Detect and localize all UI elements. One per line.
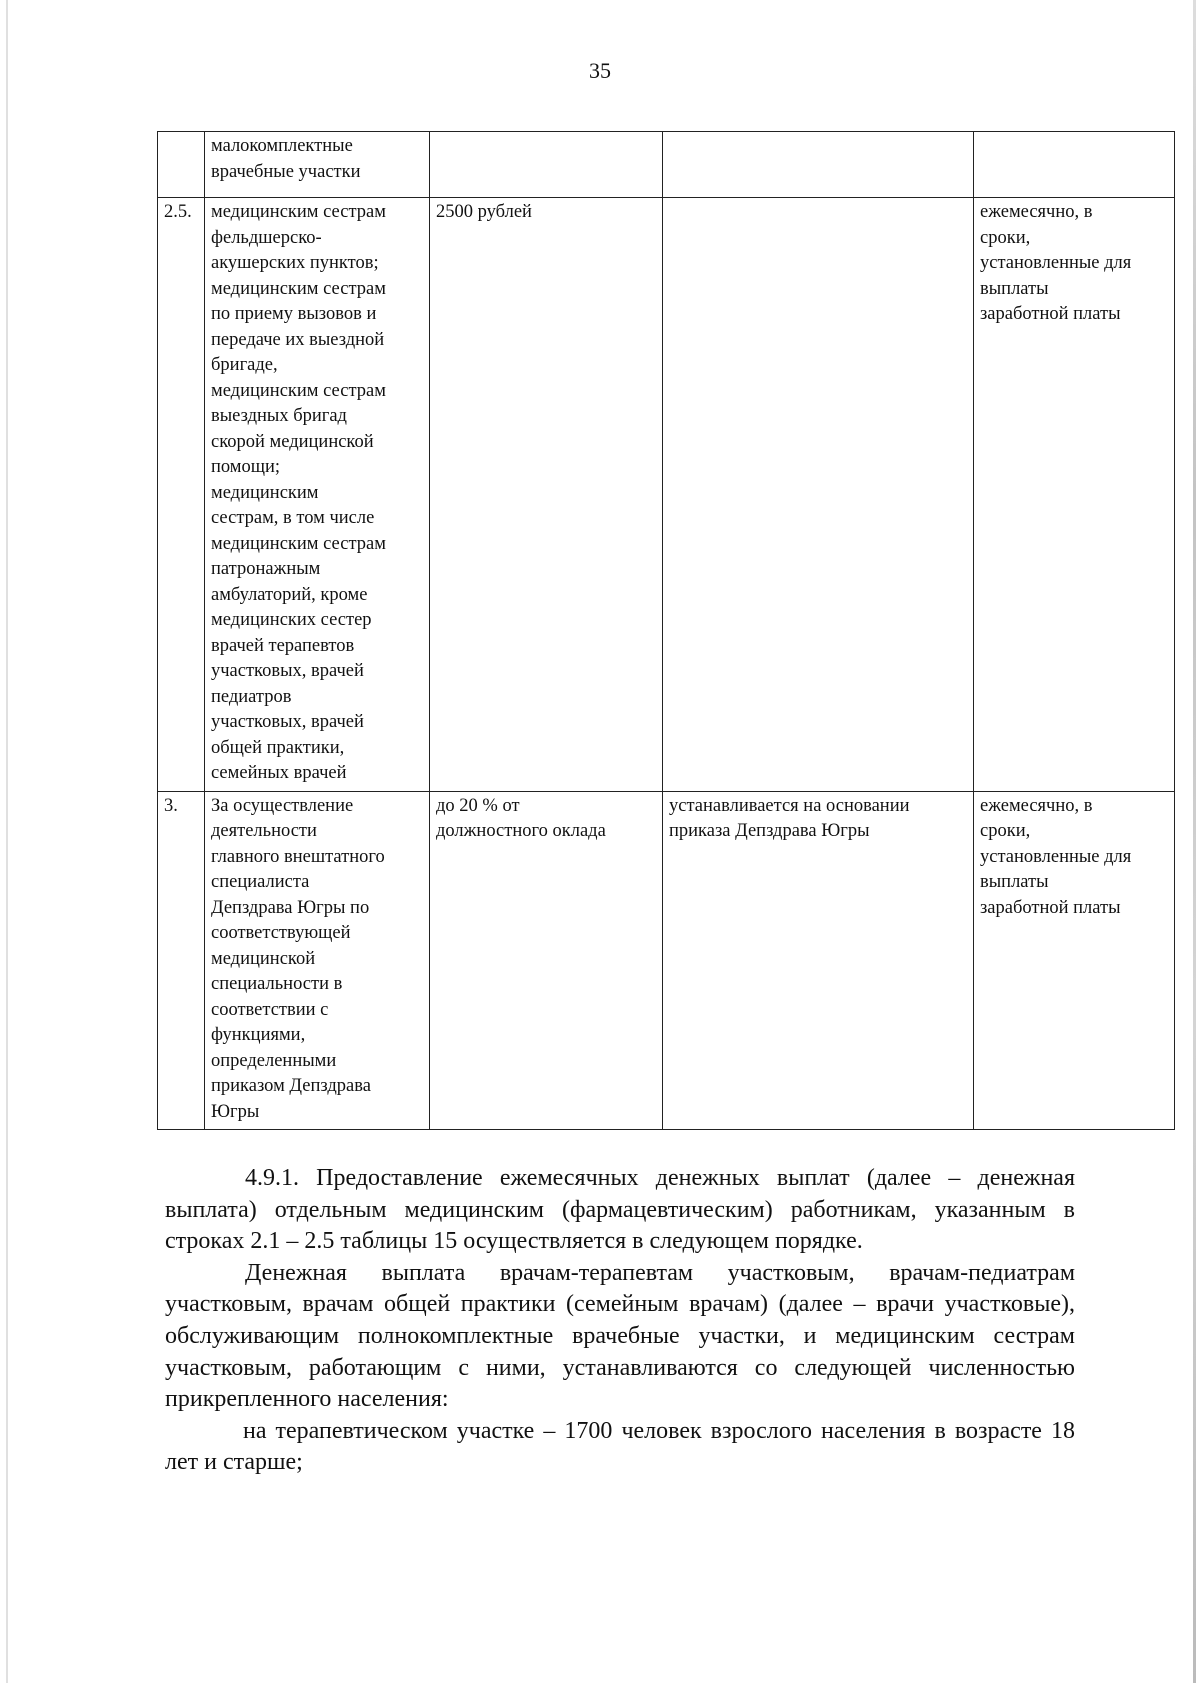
table-row [158, 198, 1175, 792]
body-text [165, 1163, 1075, 1479]
row-frequency-cell [974, 132, 1175, 198]
row-basis-cell: устанавливается на основании приказа Депздрава Югры [663, 791, 974, 1130]
row-amount-cell: до 20 % от должностного оклада [430, 791, 663, 1130]
row-number-cell [158, 132, 205, 198]
row-name-cell: малокомплектные врачебные участки [205, 132, 430, 198]
table-row [158, 132, 1175, 198]
row-amount-cell [430, 132, 663, 198]
row-number-cell: 2.5. [158, 198, 205, 792]
row-amount-cell: 2500 рублей [430, 198, 663, 792]
row-name-cell: медицинским сестрам фельдшерско- акушерских пунктов; медицинским сестрам по приему вызовов и передаче их выездной бригаде, медицинским сестрам выездных бригад скорой медицинской помощи; медицинским сестрам, в том числе медицинским сестрам патронажным амбулаторий, кроме медицинских сестер врачей терапевтов участковых, врачей педиатров участковых, врачей общей практики, семейных врачей [205, 198, 430, 792]
row-basis-cell [663, 198, 974, 792]
paragraph-4-9-1: 4.9.1. Предоставление ежемесячных денежных выплат (далее – денежная выплата) отдельным медицинским (фармацевтическим) работникам, указанным в строках 2.1 – 2.5 таблицы 15 осуществляется в следующем порядке. [165, 1165, 1075, 1255]
row-frequency-cell: ежемесячно, в сроки, установленные для выплаты заработной платы [974, 791, 1175, 1130]
row-name-cell: За осуществление деятельности главного внештатного специалиста Депздрава Югры по соответствующей медицинской специальности в соответствии с функциями, определенными приказом Депздрава Югры [205, 791, 430, 1130]
payments-table [157, 131, 1175, 1130]
paragraph-payment-terms: Денежная выплата врачам-терапевтам участковым, врачам-педиатрам участковым, врачам общей практики (семейным врачам) (далее – врачи участковые), обслуживающим полнокомплектные врачебные участки, и медицинским сестрам участковым, работающим с ними, устанавливаются со следующей численностью прикрепленного населения: [165, 1259, 1075, 1413]
row-basis-cell [663, 132, 974, 198]
row-number-cell: 3. [158, 791, 205, 1130]
page-number: 35 [589, 58, 611, 83]
table-row [158, 791, 1175, 1130]
row-frequency-cell: ежемесячно, в сроки, установленные для выплаты заработной платы [974, 198, 1175, 792]
paragraph-therapeutic-area: на терапевтическом участке – 1700 человек взрослого населения в возрасте 18 лет и старше; [165, 1417, 1075, 1476]
scan-left-edge [6, 0, 8, 1683]
scan-right-edge [1193, 0, 1196, 1683]
